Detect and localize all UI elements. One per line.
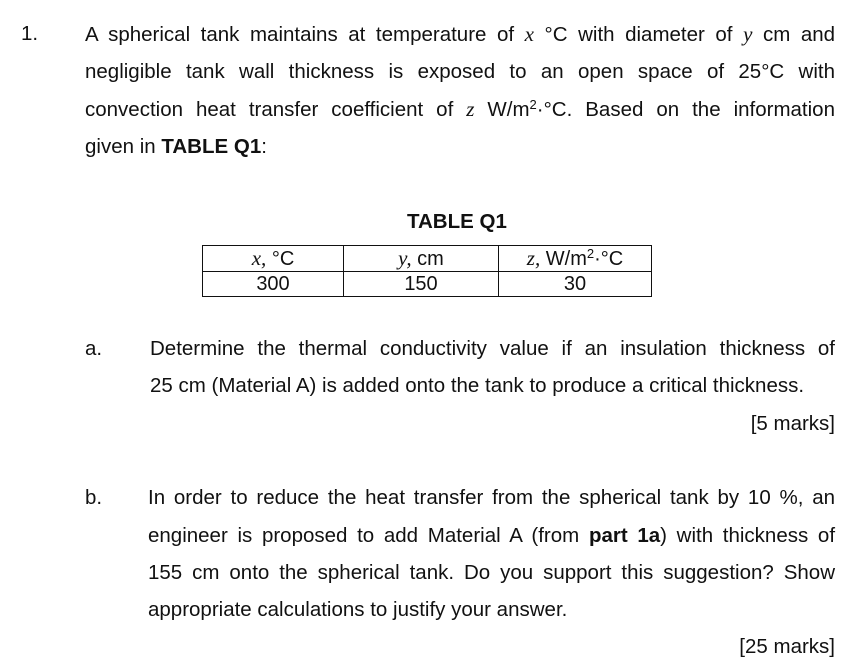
part-b-line-4: appropriate calculations to justify your answer.	[148, 598, 568, 621]
table-cell-y: 150	[344, 272, 499, 297]
part-b-marks: [25 marks]	[739, 635, 835, 658]
part-b-line-1: In order to reduce the heat transfer from the spherical tank by 10 %, an	[148, 486, 835, 509]
table-reference: TABLE Q1	[161, 135, 262, 158]
part-a-line-1: Determine the thermal conductivity value if an insulation thickness of	[150, 337, 835, 360]
part-b-line-2: engineer is proposed to add Material A (from part 1a) with thickness of	[148, 524, 836, 547]
table-cell-z: 30	[499, 272, 652, 297]
question-number: 1.	[21, 22, 39, 45]
table-header-x: x, °C	[203, 246, 344, 272]
table-header-z: z, $W/m^2\cdot^\circ C$	[499, 246, 652, 272]
variable-z: z	[466, 97, 475, 121]
variable-y: y	[743, 22, 753, 46]
part-reference: part 1a	[588, 524, 661, 547]
part-a-marks: [5 marks]	[750, 412, 835, 435]
table-q1	[202, 245, 652, 297]
intro-line-2: negligible tank wall thickness is exposed to an open space of 25°C with	[85, 60, 835, 83]
intro-line-3: convection heat transfer coefficient of z $W/m^2\cdot^\circ C$. Based on the information	[85, 96, 835, 121]
part-a-label: a.	[85, 337, 103, 360]
table-header-row	[203, 246, 652, 272]
table-row	[203, 272, 652, 297]
part-b-label: b.	[85, 486, 103, 509]
table-header-y: y, cm	[344, 246, 499, 272]
part-b-line-3: 155 cm onto the spherical tank. Do you support this suggestion? Show	[148, 561, 835, 584]
intro-line-4: given in TABLE Q1:	[85, 135, 267, 158]
table-cell-x: 300	[203, 272, 344, 297]
intro-line-1: A spherical tank maintains at temperature of x °C with diameter of y cm and	[85, 22, 836, 46]
table-title: TABLE Q1	[407, 210, 507, 233]
variable-x: x	[524, 22, 534, 46]
part-a-line-2: 25 cm (Material A) is added onto the tank to produce a critical thickness.	[150, 374, 805, 397]
